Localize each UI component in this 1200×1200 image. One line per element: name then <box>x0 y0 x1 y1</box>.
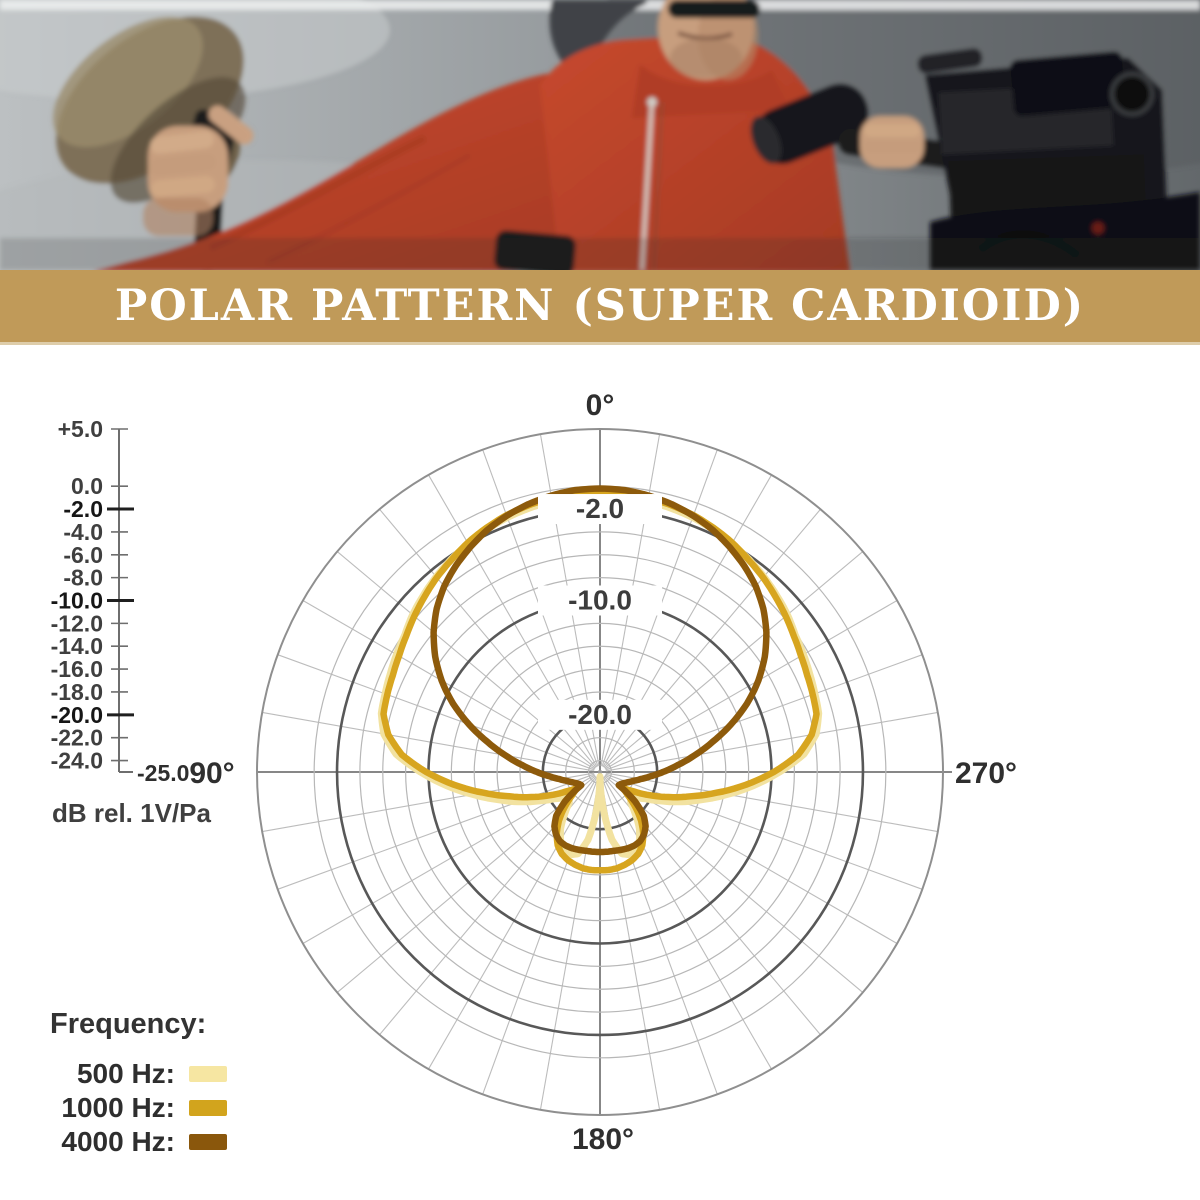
db-tick-label: -4.0 <box>63 518 103 545</box>
db-tick-label: -14.0 <box>50 633 103 660</box>
ring-label: -10.0 <box>568 584 632 616</box>
db-tick-label: +5.0 <box>57 416 103 442</box>
db-tick-label: -2.0 <box>63 496 103 523</box>
db-tick-label: -24.0 <box>50 747 103 774</box>
legend-row-4000hz <box>50 1125 310 1159</box>
tally-light <box>1092 222 1104 234</box>
banner-title: POLAR PATTERN (SUPER CARDIOID) <box>114 281 1086 331</box>
angle-label-90: 90° <box>189 757 235 790</box>
db-tick-label: -6.0 <box>63 541 103 568</box>
db-axis-min-label: -25.0 <box>137 760 190 786</box>
hero-photo <box>0 0 1200 270</box>
ring-label: -2.0 <box>575 493 625 525</box>
polar-grid <box>257 429 952 1115</box>
db-axis-unit-label: dB rel. 1V/Pa <box>52 798 211 828</box>
legend-title: Frequency: <box>50 1008 207 1040</box>
angle-label-270: 270° <box>954 757 1018 790</box>
legend-label: 1000 Hz: <box>61 1092 175 1123</box>
angle-label-0: 0° <box>585 389 615 422</box>
db-tick-label: -8.0 <box>63 564 103 591</box>
eyepiece <box>1112 74 1152 114</box>
right-hand <box>860 116 924 168</box>
db-tick-label: -18.0 <box>50 678 103 705</box>
viewfinder <box>1010 51 1126 117</box>
legend-swatch-4000hz <box>189 1134 227 1150</box>
db-axis <box>51 416 212 828</box>
stubble <box>670 38 742 78</box>
zipper-pull <box>647 97 657 107</box>
db-tick-label: -22.0 <box>50 724 103 751</box>
legend-swatch-1000hz <box>189 1100 227 1116</box>
legend-row-500hz <box>50 1057 310 1091</box>
legend-label: 500 Hz: <box>76 1058 175 1089</box>
banner <box>0 270 1200 345</box>
legend-label: 4000 Hz: <box>61 1126 175 1157</box>
legend-swatch-500hz <box>189 1066 227 1082</box>
legend-row-1000hz <box>50 1091 310 1125</box>
db-tick-label: -20.0 <box>50 701 103 728</box>
db-tick-label: -16.0 <box>50 656 103 683</box>
angle-label-180: 180° <box>571 1123 635 1156</box>
frequency-legend <box>50 1008 310 1159</box>
db-tick-label: -12.0 <box>50 610 103 637</box>
sunglasses <box>668 0 760 18</box>
ring-label: -20.0 <box>568 698 632 730</box>
db-tick-label: -10.0 <box>50 587 103 614</box>
db-tick-label: 0.0 <box>71 473 103 500</box>
